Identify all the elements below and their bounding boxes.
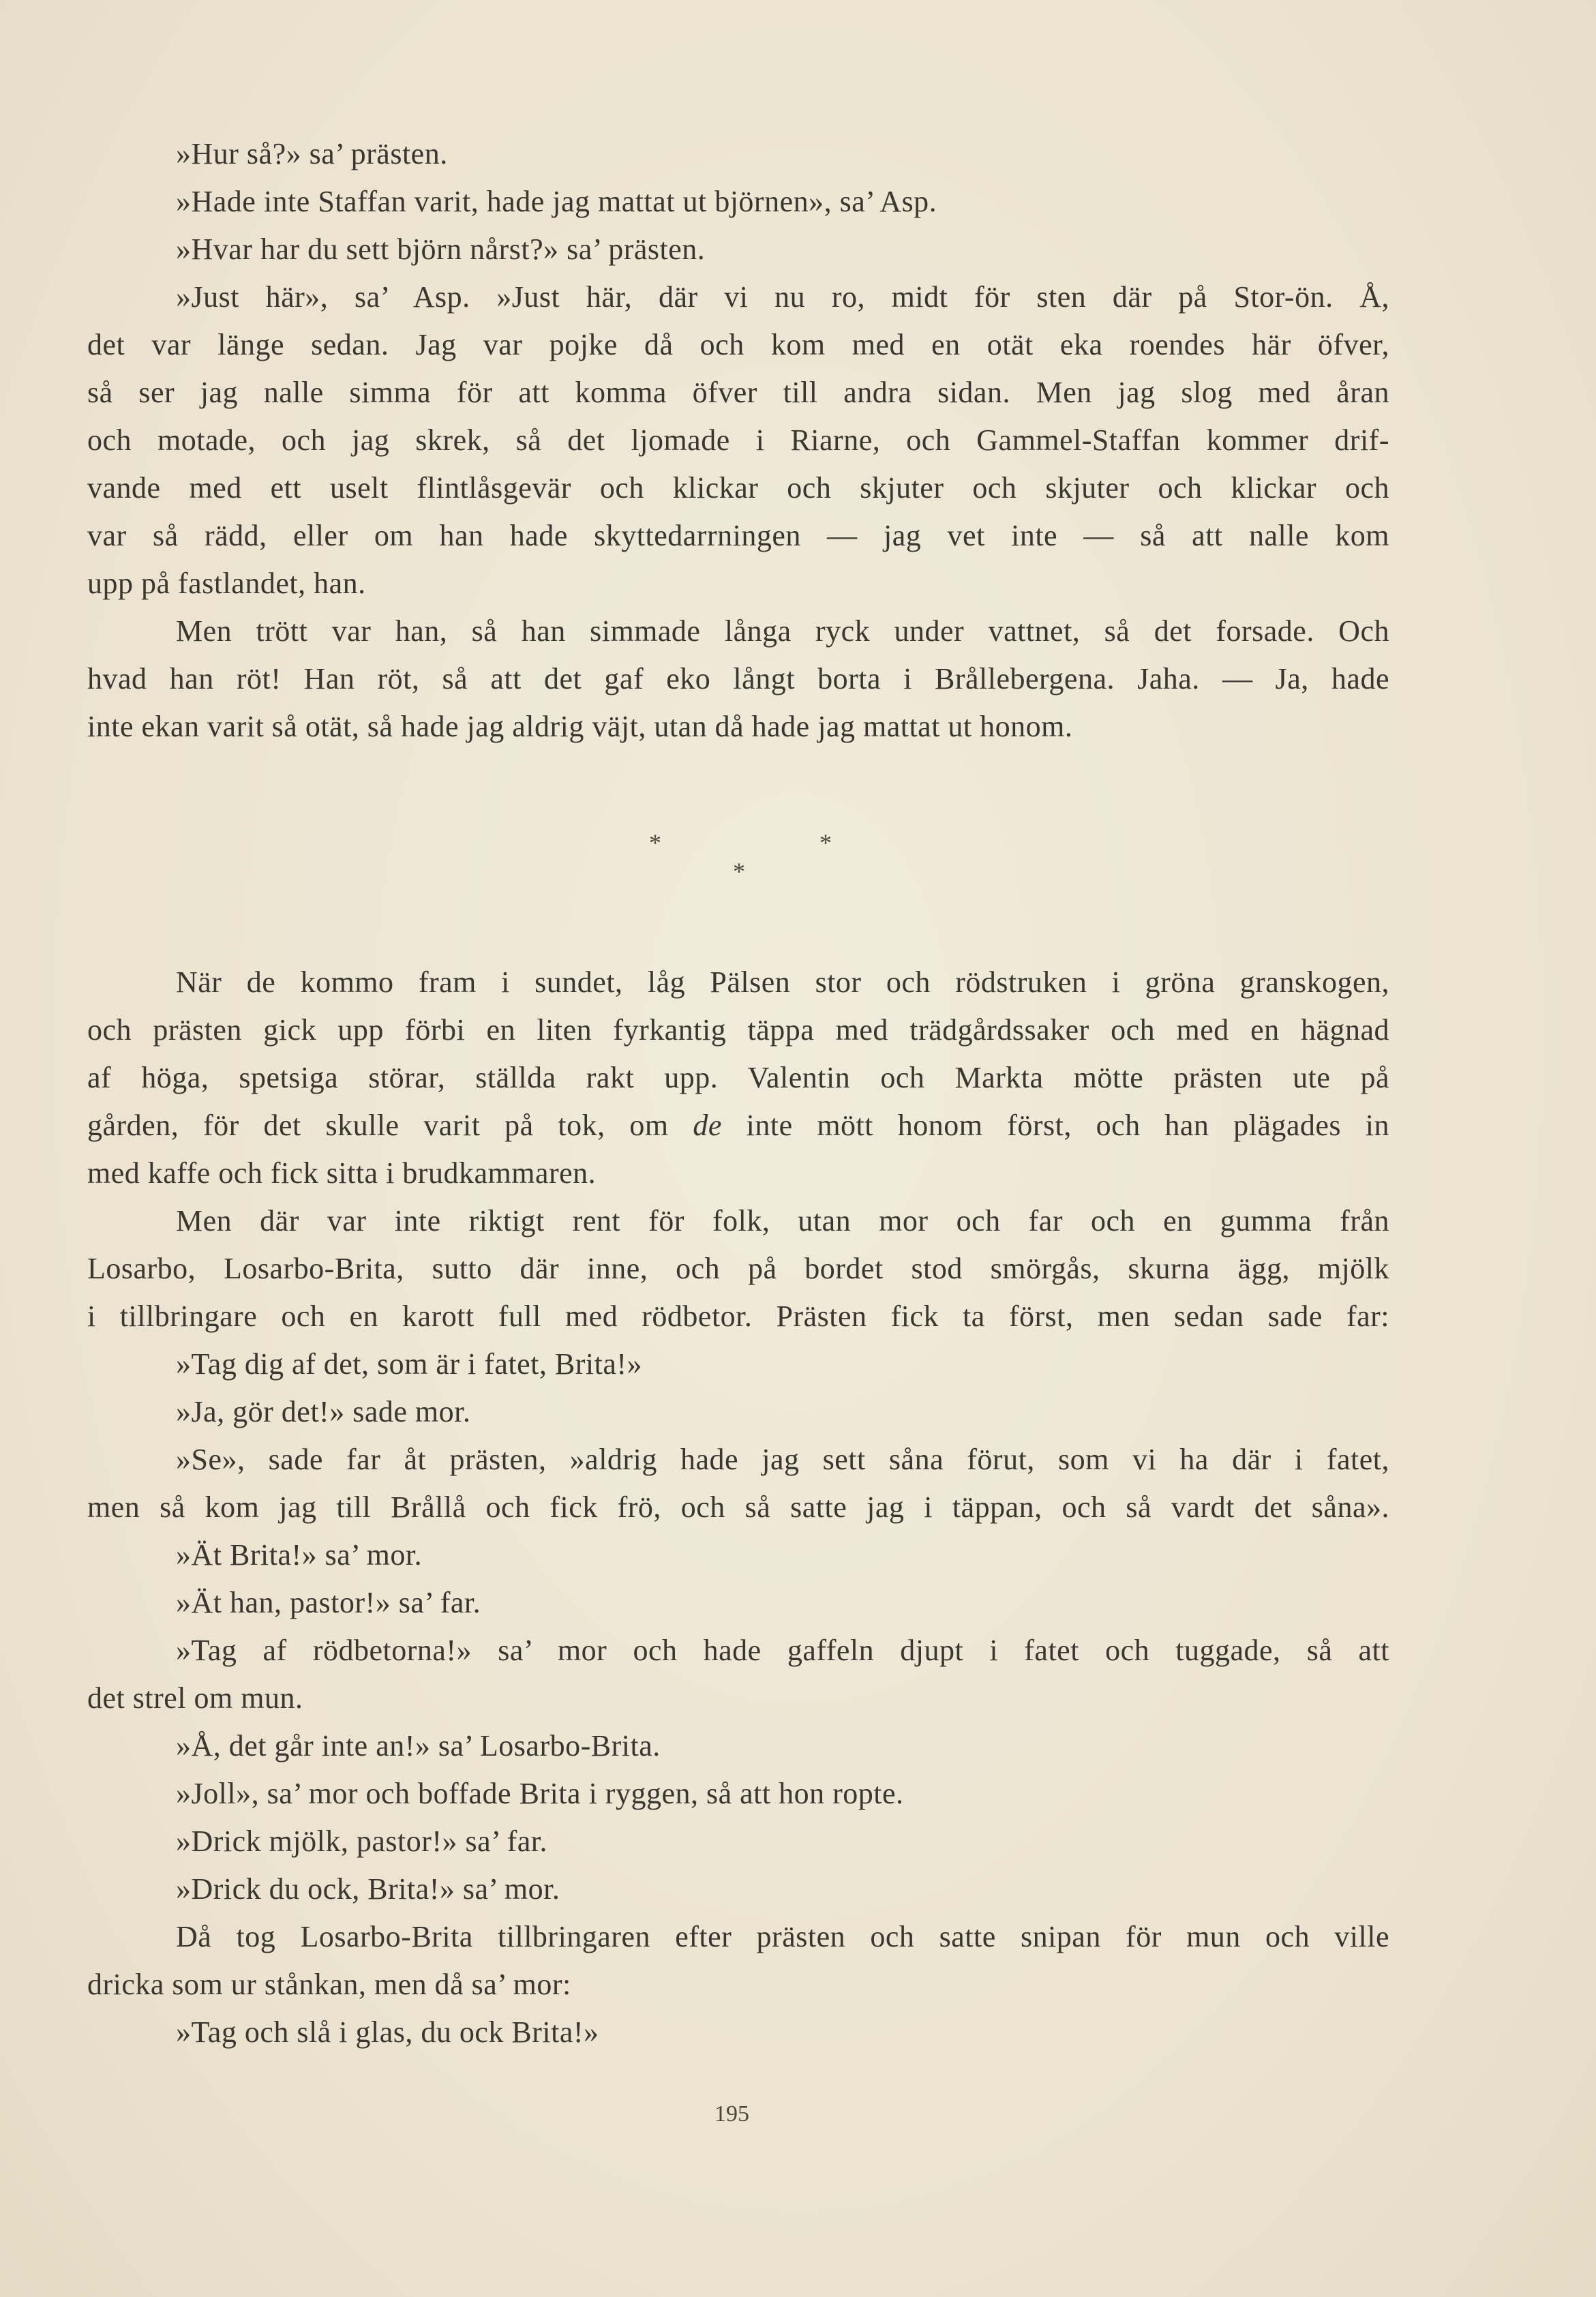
asterisk: *: [733, 858, 745, 885]
text-line: »Drick mjölk, pastor!» sa’ far.: [176, 1825, 547, 1858]
text-line: »Hvar har du sett björn nårst?» sa’ prästen.: [176, 232, 706, 266]
text-line: »Å, det går inte an!» sa’ Losarbo-Brita.: [176, 1729, 661, 1762]
text-line: »Ät han, pastor!» sa’ far.: [176, 1586, 481, 1619]
text-line: det var länge sedan. Jag var pojke då och kom med en otät eka roendes här öfver,: [87, 328, 1389, 361]
text-line: »Ja, gör det!» sade mor.: [176, 1395, 471, 1428]
text-line: dricka som ur stånkan, men då sa’ mor:: [87, 1968, 571, 2001]
text-line: [87, 1101, 1389, 1150]
text-line: så ser jag nalle simma för att komma öfver till andra sidan. Men jag slog med åran: [87, 376, 1389, 409]
text-line: »Hade inte Staffan varit, hade jag mattat ut björnen», sa’ Asp.: [176, 185, 937, 218]
text-line: »Joll», sa’ mor och boffade Brita i ryggen, så att hon ropte.: [176, 1777, 904, 1810]
text-segment: inte mött honom först, och han plägades in: [746, 1109, 1390, 1142]
text-line: Då tog Losarbo-Brita tillbringaren efter prästen och satte snipan för mun och ville: [176, 1920, 1389, 1953]
asterisk: *: [649, 829, 661, 856]
asterisk: *: [819, 829, 832, 856]
text-line: Losarbo, Losarbo-Brita, sutto där inne, och på bordet stod smörgås, skurna ägg, mjölk: [87, 1252, 1389, 1285]
text-line: upp på fastlandet, han.: [87, 567, 366, 600]
text-line: af höga, spetsiga störar, ställda rakt upp. Valentin och Markta mötte prästen ute på: [87, 1061, 1389, 1094]
text-line: När de kommo fram i sundet, låg Pälsen stor och rödstruken i gröna granskogen,: [176, 965, 1389, 999]
text-line: var så rädd, eller om han hade skyttedarrningen — jag vet inte — så att nalle kom: [87, 519, 1389, 552]
text-line: Men där var inte riktigt rent för folk, utan mor och far och en gumma från: [176, 1204, 1389, 1237]
text-line: med kaffe och fick sitta i brudkammaren.: [87, 1156, 597, 1190]
text-segment: gården, för det skulle varit på tok, om: [87, 1109, 669, 1142]
text-line: och motade, och jag skrek, så det ljomade i Riarne, och Gammel-Staffan kommer drif-: [87, 423, 1389, 457]
text-line: »Tag och slå i glas, du ock Brita!»: [176, 2015, 599, 2049]
text-line: »Tag dig af det, som är i fatet, Brita!»: [176, 1347, 643, 1381]
text-line: det strel om mun.: [87, 1681, 303, 1715]
text-line: »Se», sade far åt prästen, »aldrig hade jag sett såna förut, som vi ha där i fatet,: [176, 1443, 1389, 1476]
page-number: 195: [714, 2101, 749, 2127]
text-line: »Just här», sa’ Asp. »Just här, där vi nu ro, midt för sten där på Stor-ön. Å,: [176, 280, 1389, 314]
section-break: [0, 828, 1596, 910]
text-line: inte ekan varit så otät, så hade jag aldrig väjt, utan då hade jag mattat ut honom.: [87, 710, 1073, 743]
text-line: hvad han röt! Han röt, så att det gaf eko långt borta i Brållebergena. Jaha. — Ja, hade: [87, 662, 1389, 695]
text-line: i tillbringare och en karott full med rödbetor. Prästen fick ta först, men sedan sade far:: [87, 1300, 1389, 1333]
text-line: vande med ett uselt flintlåsgevär och klickar och skjuter och skjuter och klickar och: [87, 471, 1389, 505]
text-line: »Ät Brita!» sa’ mor.: [176, 1538, 423, 1572]
text-line: »Tag af rödbetorna!» sa’ mor och hade gaffeln djupt i fatet och tuggade, så att: [176, 1634, 1389, 1667]
text-line: Men trött var han, så han simmade långa ryck under vattnet, så det forsade. Och: [176, 614, 1389, 648]
text-line: och prästen gick upp förbi en liten fyrkantig täppa med trädgårdssaker och med en hägnad: [87, 1013, 1389, 1047]
text-line: »Hur så?» sa’ prästen.: [176, 137, 448, 170]
text-line: »Drick du ock, Brita!» sa’ mor.: [176, 1872, 560, 1906]
text-line: men så kom jag till Brållå och fick frö, och så satte jag i täppan, och så vardt det såna».: [87, 1490, 1389, 1524]
italic-word: de: [693, 1109, 722, 1142]
